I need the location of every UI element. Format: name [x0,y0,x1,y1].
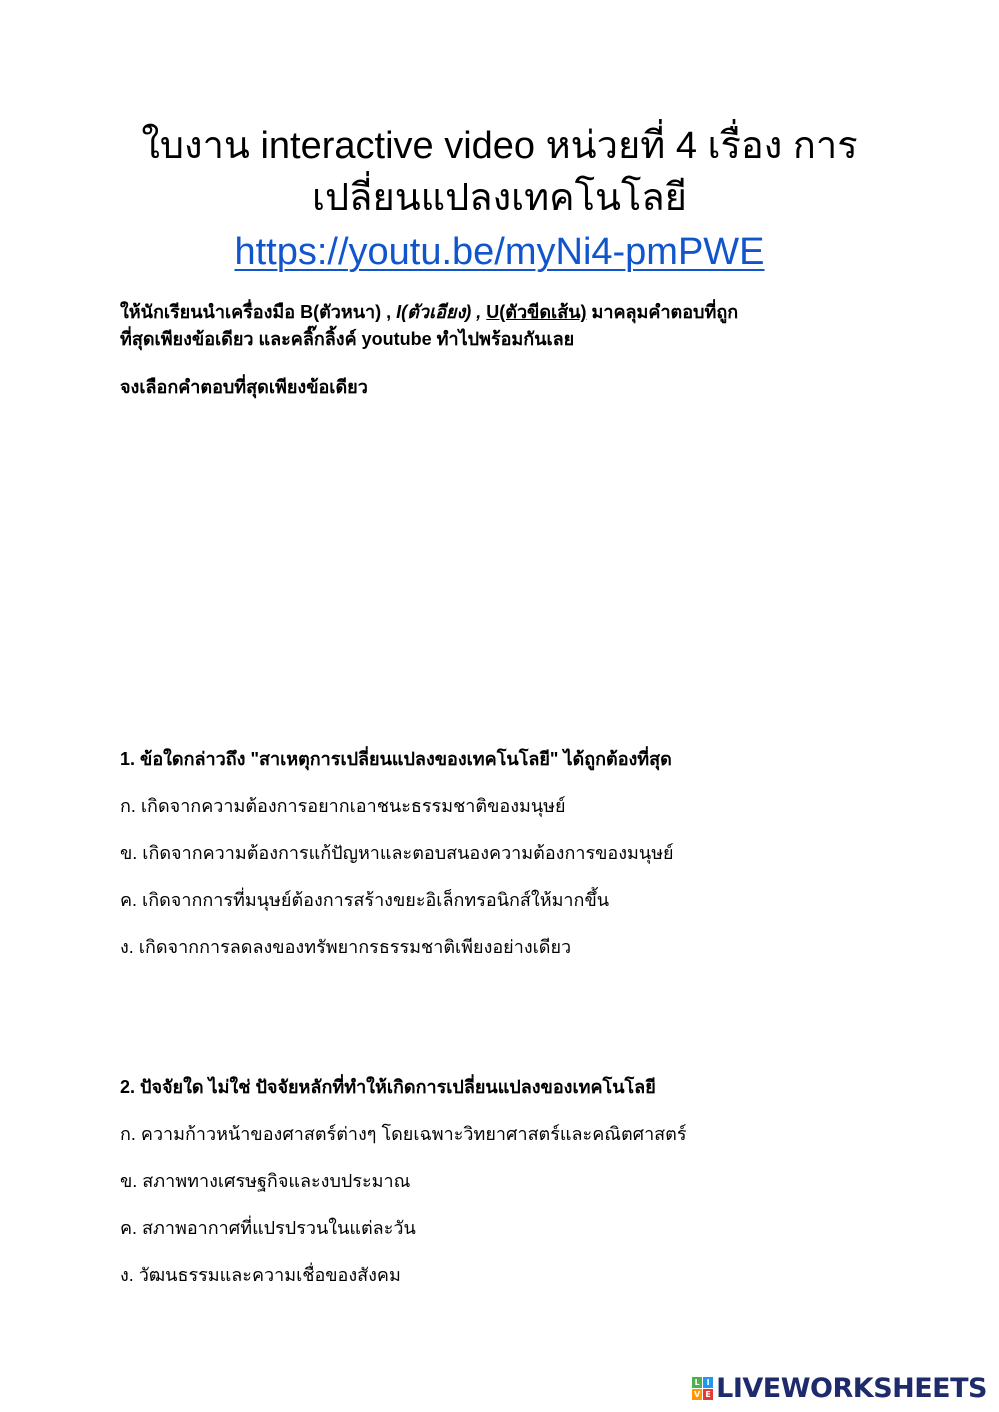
question-stem: 1. ข้อใดกล่าวถึง "สาเหตุการเปลี่ยนแปลงของเทคโนโลยี" ได้ถูกต้องที่สุด [120,749,672,769]
answer-option[interactable]: ค. สภาพอากาศที่แปรปรวนในแต่ละวัน [120,1218,416,1238]
question-stem: 2. ปัจจัยใด ไม่ใช่ ปัจจัยหลักที่ทำให้เกิดการเปลี่ยนแปลงของเทคโนโลยี [120,1077,656,1097]
logo-letter-l: L [692,1377,702,1388]
liveworksheets-mark-icon [692,1377,713,1400]
answer-option[interactable]: ก. ความก้าวหน้าของศาสตร์ต่างๆ โดยเฉพาะวิทยาศาสตร์และคณิตศาสตร์ [120,1124,687,1144]
answer-option[interactable]: ข. เกิดจากความต้องการแก้ปัญหาและตอบสนองความต้องการของมนุษย์ [120,843,674,863]
logo-letter-e: E [703,1389,713,1400]
instructions-line-2: ที่สุดเพียงข้อเดียว และคลิ๊กลิ้งค์ youtube ทำไปพร้อมกันเลย [120,329,575,349]
instructions-text-2: มาคลุมคำตอบที่ถูก [586,302,739,322]
answer-option[interactable]: ง. วัฒนธรรมและความเชื่อของสังคม [120,1265,401,1285]
question-1 [120,746,880,981]
instructions [120,299,880,353]
instructions-text-1: ให้นักเรียนนำเครื่องมือ B(ตัวหนา) , [120,302,397,322]
logo-letter-i: I [703,1377,713,1388]
youtube-video-link[interactable]: https://youtu.be/myNi4-pmPWE [234,231,765,273]
logo-letter-v: V [694,1389,701,1399]
choose-one-instruction: จงเลือกคำตอบที่สุดเพียงข้อเดียว [120,377,368,397]
answer-option[interactable]: ข. สภาพทางเศรษฐกิจและงบประมาณ [120,1171,411,1191]
liveworksheets-logo [692,1373,987,1403]
page-title [100,120,899,224]
instructions-underline-tool: U(ตัวขีดเส้น) [486,302,587,322]
question-2 [120,1074,880,1309]
answer-option[interactable]: ง. เกิดจากการลดลงของทรัพยากรธรรมชาติเพียงอย่างเดียว [120,937,572,957]
answer-option[interactable]: ค. เกิดจากการที่มนุษย์ต้องการสร้างขยะอิเล็กทรอนิกส์ให้มากขึ้น [120,890,610,910]
instructions-italic-tool: I(ตัวเอียง) , [396,302,482,322]
title-line-2: เปลี่ยนแปลงเทคโนโลยี [312,177,687,219]
liveworksheets-wordmark: LIVEWORKSHEETS [716,1372,987,1404]
title-line-1: ใบงาน interactive video หน่วยที่ 4 เรื่อง การ [141,125,858,167]
answer-option[interactable]: ก. เกิดจากความต้องการอยากเอาชนะธรรมชาติของมนุษย์ [120,796,566,816]
